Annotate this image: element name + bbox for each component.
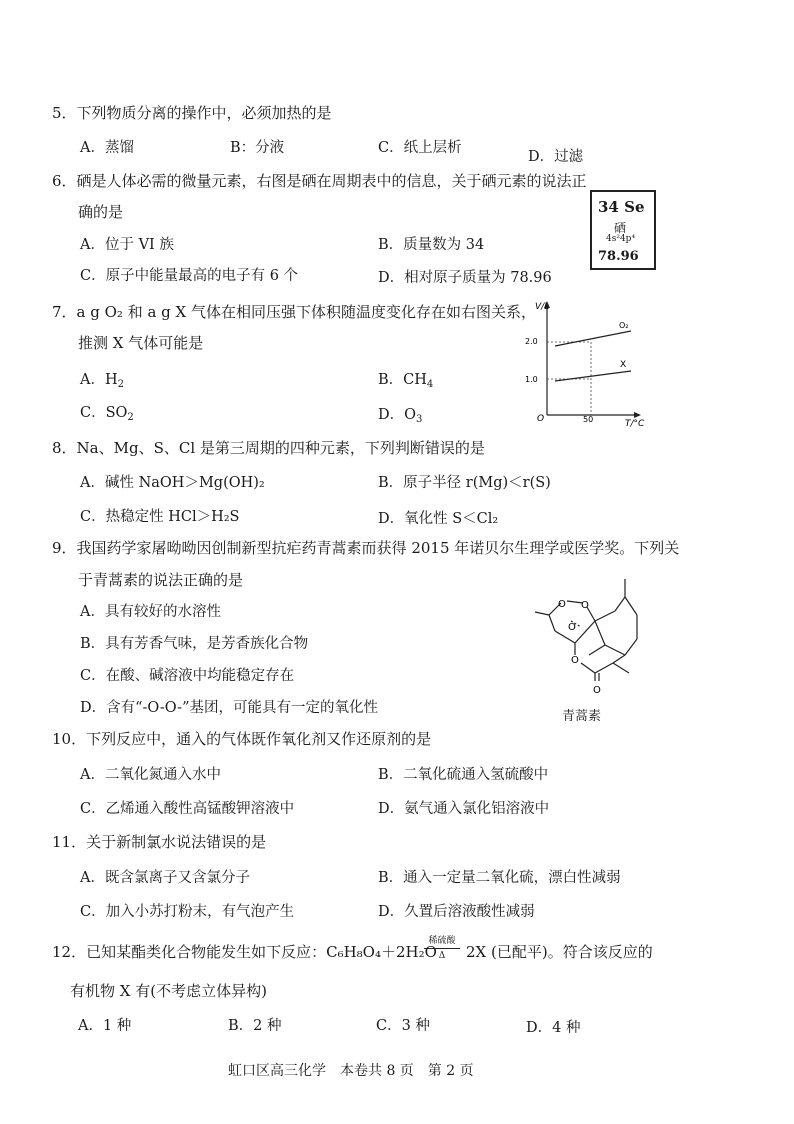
atom-o-4: O [568, 622, 576, 633]
q12-arrow-top: 稀硫酸 [428, 936, 456, 946]
atom-o-3: O [571, 655, 579, 666]
q11-option-d: D．久置后溶液酸性减弱 [378, 904, 535, 920]
q6-option-c: C．原子中能量最高的电子有 6 个 [80, 268, 299, 284]
q9-stem-line1: 9．我国药学家屠呦呦因创制新型抗疟药青蒿素而获得 2015 年诺贝尔生理学或医学奖。下列关 [52, 539, 680, 557]
q12-stem-pre: 12．已知某酯类化合物能发生如下反应：C₆H₈O₄＋2H₂O [52, 943, 437, 961]
page-footer: 虹口区高三化学 本卷共 8 页 第 2 页 [228, 1063, 474, 1079]
atom-o-2: O [581, 600, 589, 611]
q8-option-a: A．碱性 NaOH＞Mg(OH)₂ [80, 475, 265, 491]
q6-option-a: A．位于 VI 族 [80, 237, 174, 253]
q6-option-b: B．质量数为 34 [378, 237, 485, 253]
atom-o-1: O [558, 599, 566, 610]
q7-option-d: D．$O_3$ [378, 407, 423, 425]
q7-stem-line1: a g O₂ 和 a g X 气体在相同压强下体积随温度变化存在如右图关系， [76, 303, 537, 321]
q12-option-d: D．4 种 [526, 1020, 581, 1036]
q12-arrow-line [424, 948, 460, 949]
x-axis-arrow [634, 412, 641, 418]
artemisinin-structure [525, 575, 655, 725]
q11-option-a: A．既含氯离子又含氯分子 [80, 870, 250, 886]
q7-option-b: B．$CH_4$ [378, 372, 434, 390]
q10-option-c: C．乙烯通入酸性高锰酸钾溶液中 [80, 801, 295, 817]
q6-option-d: D．相对原子质量为 78.96 [378, 270, 552, 286]
q8-option-d: D．氧化性 S＜Cl₂ [378, 511, 499, 527]
line-x [555, 371, 631, 381]
line-label-o2: O₂ [619, 321, 629, 330]
q6-stem-line1: 6．硒是人体必需的微量元素，右图是硒在周期表中的信息，关于硒元素的说法正 [52, 172, 587, 190]
q9-option-a: A．具有较好的水溶性 [80, 604, 221, 620]
q12-stem-line2: 有机物 X 有(不考虑立体异构) [70, 982, 267, 1000]
q5-option-d: D．过滤 [528, 149, 584, 165]
q9-option-c: C．在酸、碱溶液中均能稳定存在 [80, 668, 295, 684]
atom-o-5: O [593, 685, 601, 696]
q7-option-a: A．$H_2$ [80, 372, 124, 390]
q12-arrow-bottom: Δ [438, 951, 446, 961]
q11-option-c: C．加入小苏打粉末，有气泡产生 [80, 904, 295, 920]
q6-stem-line2: 确的是 [78, 203, 124, 221]
y-tick-1: 1.0 [525, 375, 538, 384]
q12-option-a: A．1 种 [78, 1018, 132, 1034]
q11-option-b: B．通入一定量二氧化硫，漂白性减弱 [378, 870, 621, 886]
q10-option-b: B．二氧化硫通入氢硫酸中 [378, 767, 549, 783]
q8-option-c: C．热稳定性 HCl＞H₂S [80, 509, 240, 525]
element-number: 34 [598, 198, 619, 216]
y-tick-2: 2.0 [525, 337, 538, 346]
artemisinin-label: 青蒿素 [562, 709, 602, 724]
q10-option-a: A．二氧化氮通入水中 [80, 767, 221, 783]
line-o2 [555, 331, 631, 346]
line-label-x: X [620, 360, 627, 370]
element-config: 4s²4p⁴ [606, 234, 636, 244]
element-name: 硒 [614, 221, 627, 235]
x-axis-label: T/°C [625, 419, 645, 429]
selenium-element-box [590, 190, 656, 270]
q11-stem: 11．关于新制氯水说法错误的是 [52, 833, 267, 851]
q5-option-c: C．纸上层析 [378, 140, 462, 156]
q9-option-d: D．含有“-O-O-”基团，可能具有一定的氧化性 [80, 700, 378, 716]
y-axis-label: V/L [535, 302, 550, 312]
q10-stem: 10．下列反应中，通入的气体既作氧化剂又作还原剂的是 [52, 730, 432, 748]
q7-number: 7． [52, 303, 77, 321]
q7-stem-line2: 推测 X 气体可能是 [78, 334, 204, 352]
q12-option-b: B．2 种 [228, 1018, 282, 1034]
q9-stem-line2: 于青蒿素的说法正确的是 [78, 571, 244, 589]
q5-stem: 5．下列物质分离的操作中，必须加热的是 [52, 104, 332, 122]
element-symbol: Se [624, 198, 645, 216]
q8-option-b: B．原子半径 r(Mg)＜r(S) [378, 475, 551, 491]
q8-stem: 8．Na、Mg、S、Cl 是第三周期的四种元素，下列判断错误的是 [52, 439, 485, 457]
q9-option-b: B．具有芳香气味，是芳香族化合物 [80, 636, 309, 652]
volume-temperature-graph [525, 295, 655, 430]
q12-stem-post: 2X (已配平)。符合该反应的 [466, 943, 653, 961]
q12-option-c: C．3 种 [376, 1018, 430, 1034]
q5-option-a: A．蒸馏 [80, 140, 134, 156]
q5-option-b: B：分液 [230, 140, 285, 156]
origin-label: O [537, 414, 545, 424]
x-tick-50: 50 [583, 415, 594, 424]
q10-option-d: D．氨气通入氯化铝溶液中 [378, 801, 550, 817]
q7-option-c: C．$SO_2$ [80, 405, 134, 423]
element-mass: 78.96 [598, 249, 639, 264]
